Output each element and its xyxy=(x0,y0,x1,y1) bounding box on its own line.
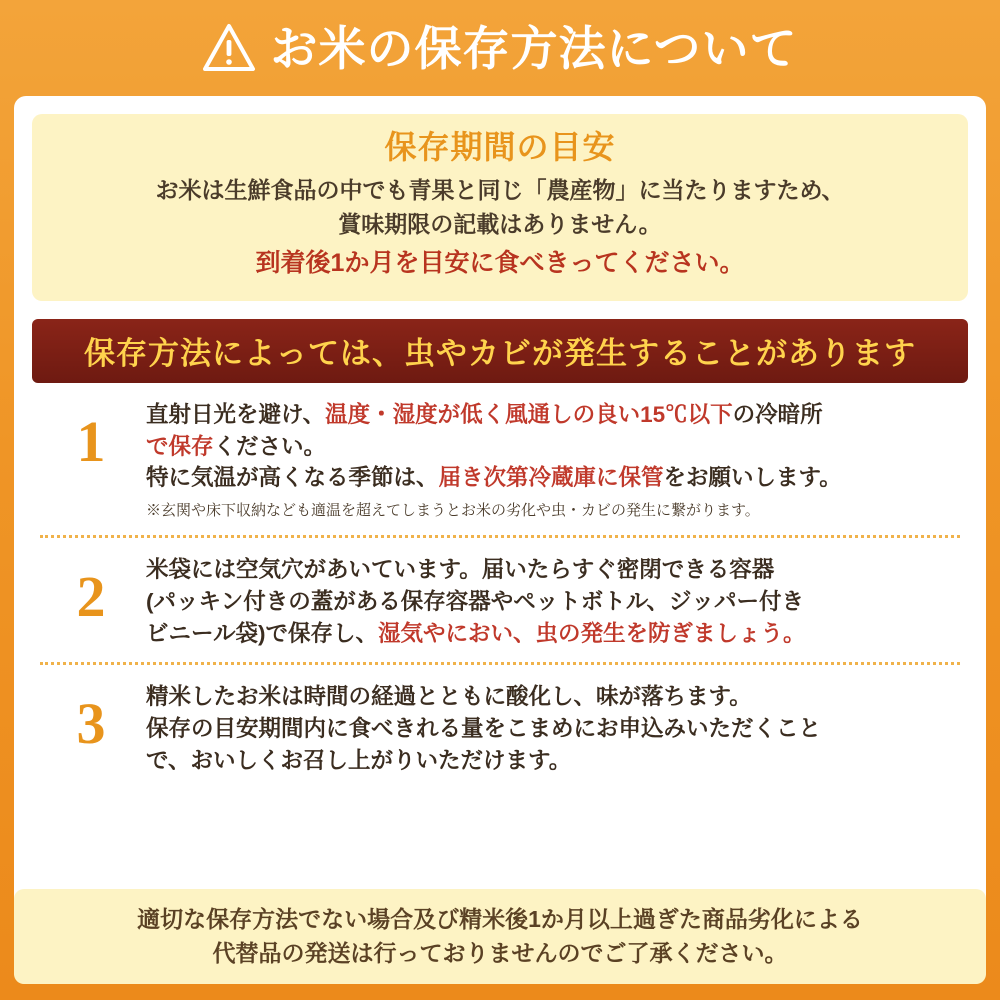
step-text: ください。 xyxy=(213,433,327,459)
step-text: 保存の目安期間内に食べきれる量をこまめにお申込みいただくこと xyxy=(146,715,822,741)
step-text: 米袋には空気穴があいています。届いたらすぐ密閉できる容器 xyxy=(146,556,775,582)
step-number: 1 xyxy=(76,408,106,474)
step-line xyxy=(146,462,958,494)
step-text: 直射日光を避け、 xyxy=(146,401,326,427)
storage-period-emphasis: 到着後1か月を目安に食べきってください。 xyxy=(255,249,745,278)
step-text-highlight: 湿気やにおい、虫の発生を防ぎましょう。 xyxy=(378,620,806,646)
step-line xyxy=(146,399,958,431)
step-line xyxy=(146,554,958,586)
step-body xyxy=(146,554,964,650)
step-number: 2 xyxy=(76,563,106,629)
step-text: ビニール袋)で保存し、 xyxy=(146,620,379,646)
step-text: の冷暗所 xyxy=(732,401,823,427)
step-text: 精米したお米は時間の経過とともに酸化し、味が落ちます。 xyxy=(146,683,752,709)
poster-header xyxy=(0,0,1000,96)
disclaimer-line-2: 代替品の発送は行っておりませんのでご了承ください。 xyxy=(212,939,788,966)
steps-list xyxy=(32,383,968,789)
disclaimer-line-1: 適切な保存方法でない場合及び精米後1か月以上過ぎた商品劣化による xyxy=(137,906,863,933)
step-text: 特に気温が高くなる季節は、 xyxy=(146,465,439,491)
list-item xyxy=(36,383,964,535)
step-text: をお願いします。 xyxy=(663,465,842,491)
step-line xyxy=(146,713,958,745)
step-line xyxy=(146,745,958,777)
step-line xyxy=(146,431,958,463)
step-number: 3 xyxy=(76,690,106,756)
disclaimer-box xyxy=(14,889,986,984)
storage-period-title: 保存期間の目安 xyxy=(384,129,616,165)
step-line xyxy=(146,681,958,713)
storage-period-box xyxy=(32,114,968,301)
warning-banner xyxy=(32,319,968,383)
step-note: ※玄関や床下収納なども適温を超えてしまうとお米の劣化や虫・カビの発生に繋がります。 xyxy=(146,502,760,520)
step-text: (パッキン付きの蓋がある保存容器やペットボトル、ジッパー付き xyxy=(146,588,804,614)
step-text: で、おいしくお召し上がりいただけます。 xyxy=(146,747,572,773)
step-body xyxy=(146,399,964,523)
step-text-highlight: で保存 xyxy=(146,433,214,459)
step-body xyxy=(146,681,964,777)
warning-triangle-icon xyxy=(202,23,256,73)
storage-period-line-2: 賞味期限の記載はありません。 xyxy=(338,210,662,237)
storage-period-line-1: お米は生鮮食品の中でも青果と同じ「農産物」に当たりますため、 xyxy=(155,177,845,204)
page-title: お米の保存方法について xyxy=(270,21,798,75)
content-card xyxy=(14,96,986,984)
step-text-highlight: 届き次第冷蔵庫に保管 xyxy=(438,465,664,491)
step-text-highlight: 温度・湿度が低く風通しの良い15℃以下 xyxy=(325,401,733,427)
list-item xyxy=(36,538,964,662)
step-line xyxy=(146,586,958,618)
warning-banner-text: 保存方法によっては、虫やカビが発生することがあります xyxy=(84,336,916,372)
list-item xyxy=(36,665,964,789)
step-line xyxy=(146,618,958,650)
